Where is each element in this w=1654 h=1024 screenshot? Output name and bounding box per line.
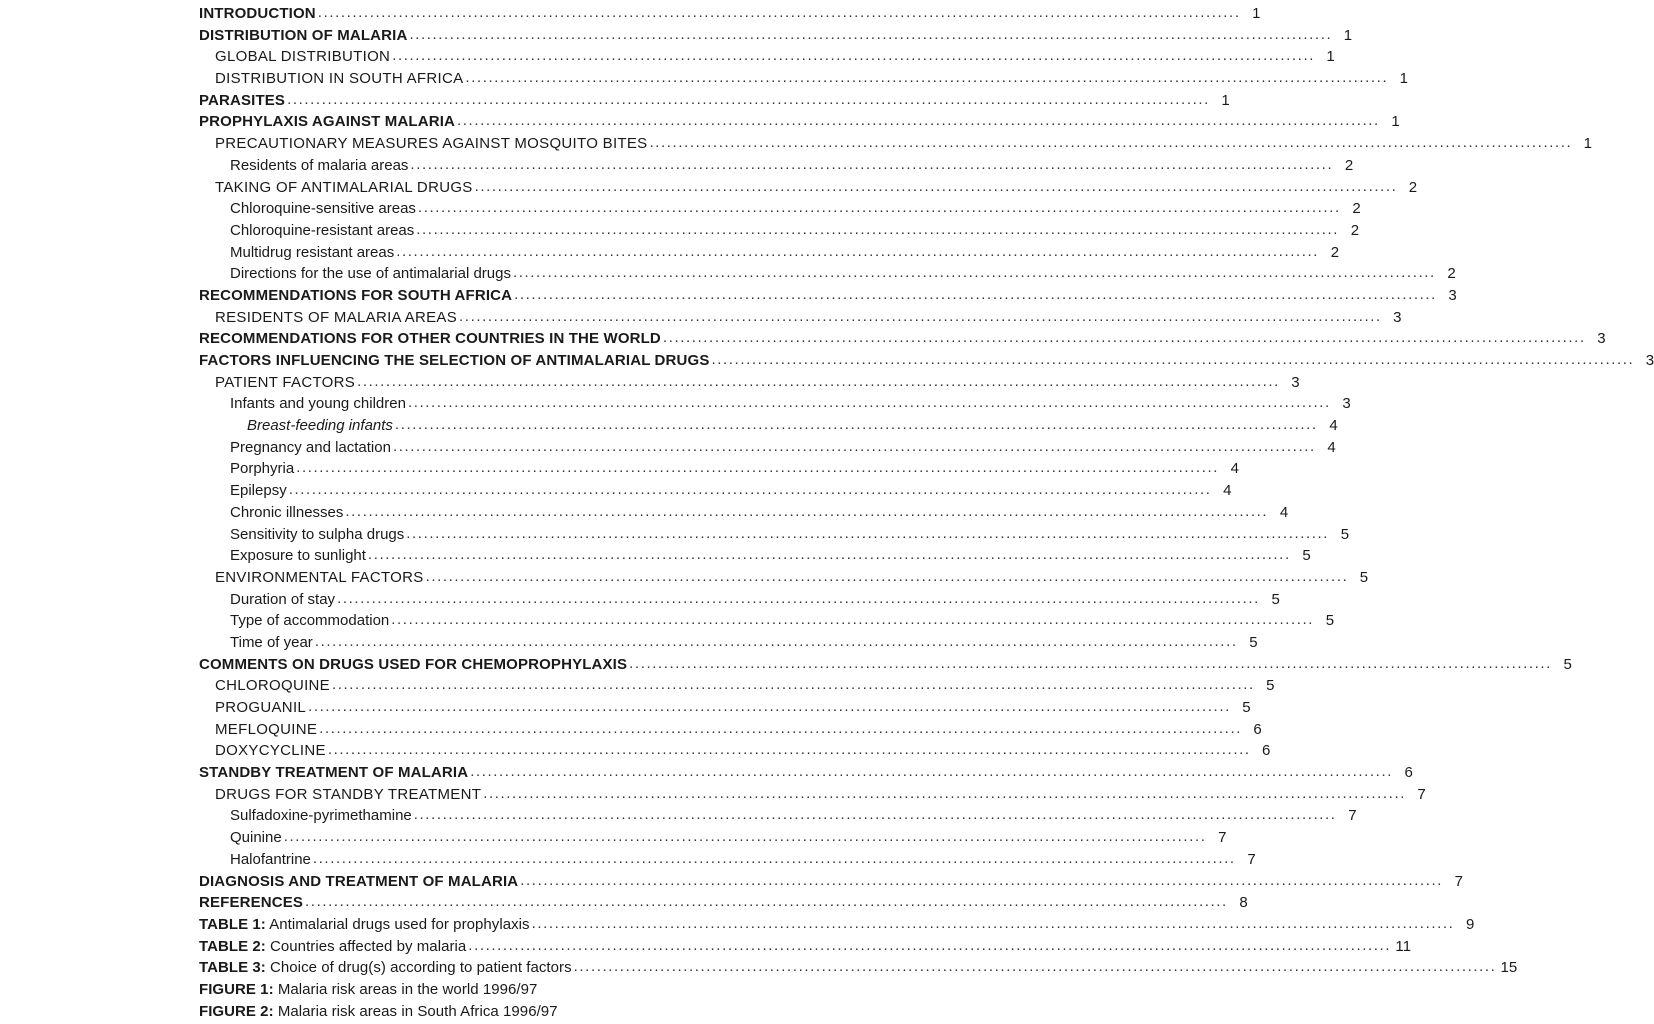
toc-page-number: 2	[1350, 221, 1360, 239]
toc-entry	[199, 719, 1262, 741]
dot-leader: ................................................................................................................................................................	[394, 416, 1318, 434]
toc-entry-prefix: FIGURE 2:	[199, 1002, 274, 1020]
dot-leader: ................................................................................................................................................................	[317, 4, 1241, 21]
toc-entry	[199, 936, 1412, 958]
toc-page-number: 2	[1352, 200, 1361, 218]
toc-page-number: 1	[1252, 5, 1261, 22]
toc-entry	[199, 610, 1335, 632]
toc-entry-title: Chloroquine-resistant areas	[230, 221, 415, 239]
toc-entry	[199, 589, 1280, 611]
toc-page-number: 5	[1249, 633, 1258, 651]
toc-entry-title: Exposure to sunlight	[230, 547, 366, 565]
toc-entry	[199, 567, 1369, 589]
toc-entry	[199, 524, 1350, 546]
dot-leader: ................................................................................................................................................................	[357, 372, 1280, 390]
toc-entry-title: Residents of malaria areas	[230, 156, 409, 174]
dot-leader: ................................................................................................................................................................	[520, 871, 1444, 889]
toc-entry-title	[199, 979, 537, 1001]
toc-entry	[199, 545, 1311, 567]
dot-leader: ................................................................................................................................................................	[392, 437, 1316, 455]
toc-entry-text: Antimalarial drugs used for prophylaxis	[269, 915, 530, 933]
toc-entry-title: Pregnancy and lactation	[230, 438, 391, 456]
toc-entry-title: GLOBAL DISTRIBUTION	[215, 48, 391, 66]
toc-entry-title	[199, 957, 572, 979]
toc-entry	[199, 155, 1354, 177]
toc-entry	[199, 220, 1360, 242]
toc-entry-title: DOXYCYCLINE	[215, 742, 326, 760]
dot-leader: ................................................................................................................................................................	[413, 806, 1337, 824]
toc-entry-title: PROPHYLAXIS AGAINST MALARIA	[199, 113, 456, 131]
toc-entry-title: RECOMMENDATIONS FOR SOUTH AFRICA	[199, 286, 513, 304]
toc-entry	[199, 46, 1335, 68]
dot-leader: ................................................................................................................................................................	[573, 958, 1497, 976]
toc-page-number: 1	[1391, 113, 1400, 131]
toc-entry	[199, 133, 1593, 155]
toc-entry	[199, 350, 1654, 372]
toc-entry-title: Epilepsy	[230, 482, 287, 500]
dot-leader: ................................................................................................................................................................	[457, 112, 1380, 130]
dot-leader: ................................................................................................................................................................	[314, 632, 1238, 650]
toc-page-number: 4	[1230, 460, 1239, 478]
toc-entry-title: DISTRIBUTION IN SOUTH AFRICA	[215, 70, 464, 88]
toc-page-number: 3	[1342, 395, 1351, 413]
toc-page-number: 7	[1247, 850, 1256, 868]
toc-entry-title: Sensitivity to sulpha drugs	[230, 525, 405, 543]
toc-page-number: 11	[1395, 937, 1412, 955]
toc-entry-title: STANDBY TREATMENT OF MALARIA	[199, 764, 469, 782]
toc-page-number: 7	[1218, 829, 1227, 847]
toc-entry-title: ENVIRONMENTAL FACTORS	[215, 568, 424, 586]
toc-page-number: 2	[1344, 156, 1354, 174]
toc-entry	[199, 805, 1357, 827]
toc-page-number: 1	[1343, 26, 1353, 44]
toc-entry-title: REFERENCES	[199, 894, 304, 912]
toc-page-number: 4	[1223, 482, 1232, 500]
toc-entry-prefix: FIGURE 1:	[199, 980, 274, 998]
toc-entry	[199, 632, 1258, 654]
toc-page-number: 5	[1302, 547, 1311, 565]
toc-page-number: 6	[1404, 764, 1413, 782]
toc-entry	[199, 285, 1457, 307]
toc-entry-text: Malaria risk areas in South Africa 1996/97	[277, 1002, 558, 1020]
toc-entry	[199, 437, 1336, 459]
toc-entry-prefix: TABLE 2:	[199, 937, 266, 955]
toc-entry	[199, 415, 1338, 437]
dot-leader: ................................................................................................................................................................	[711, 351, 1635, 368]
toc-entry-text: Malaria risk areas in the world 1996/97	[277, 980, 538, 998]
toc-page-number: 5	[1325, 612, 1335, 630]
toc-page-number: 3	[1448, 286, 1457, 304]
dot-leader: ................................................................................................................................................................	[459, 307, 1382, 325]
toc-page-number: 1	[1221, 91, 1230, 109]
toc-page-number: 5	[1242, 699, 1251, 716]
toc-page-number: 1	[1326, 48, 1335, 66]
dot-leader: ................................................................................................................................................................	[392, 47, 1315, 65]
toc-entry	[199, 263, 1456, 285]
dot-leader: ................................................................................................................................................................	[417, 199, 1341, 217]
toc-entry	[199, 654, 1572, 676]
dot-leader: ................................................................................................................................................................	[287, 90, 1210, 108]
toc-page-number: 4	[1329, 417, 1338, 435]
toc-entry	[199, 458, 1239, 480]
toc-page-number: 7	[1417, 785, 1426, 803]
toc-entry	[199, 827, 1227, 849]
toc-entry-title: PARASITES	[199, 91, 286, 109]
toc-entry-title	[199, 914, 530, 936]
toc-entry	[199, 914, 1475, 936]
toc-entry-title: Multidrug resistant areas	[230, 243, 395, 261]
dot-leader: ................................................................................................................................................................	[531, 914, 1455, 932]
dot-leader: ................................................................................................................................................................	[396, 242, 1320, 260]
dot-leader: ................................................................................................................................................................	[305, 893, 1228, 911]
toc-entry-title: MEFLOQUINE	[215, 720, 318, 738]
toc-entry	[199, 198, 1361, 220]
dot-leader: ................................................................................................................................................................	[331, 676, 1255, 694]
dot-leader: ................................................................................................................................................................	[474, 177, 1398, 195]
dot-leader: ................................................................................................................................................................	[470, 763, 1393, 781]
dot-leader: ................................................................................................................................................................	[483, 784, 1406, 802]
dot-leader: ................................................................................................................................................................	[416, 220, 1340, 238]
toc-entry	[199, 111, 1400, 133]
toc-entry	[199, 979, 811, 1001]
toc-entry-title	[199, 936, 466, 958]
toc-entry	[199, 3, 1261, 25]
toc-entry	[199, 871, 1464, 893]
dot-leader: ................................................................................................................................................................	[288, 481, 1212, 499]
toc-entry-title: Chloroquine-sensitive areas	[230, 200, 416, 218]
toc-entry-title: COMMENTS ON DRUGS USED FOR CHEMOPROPHYLAXIS	[199, 655, 628, 673]
dot-leader: ................................................................................................................................................................	[410, 155, 1334, 173]
toc-entry-title: DIAGNOSIS AND TREATMENT OF MALARIA	[199, 872, 519, 890]
toc-entry-title: Chronic illnesses	[230, 503, 344, 521]
toc-page-number: 2	[1330, 243, 1340, 261]
toc-entry	[199, 1001, 811, 1023]
dot-leader: ................................................................................................................................................................	[327, 741, 1251, 759]
toc-entry	[199, 502, 1289, 524]
toc-entry-title: Breast-feeding infants	[247, 417, 393, 435]
toc-entry-title: CHLOROQUINE	[215, 677, 330, 695]
toc-entry	[199, 307, 1402, 329]
toc-entry-title: DISTRIBUTION OF MALARIA	[199, 26, 408, 44]
toc-page-number: 5	[1266, 677, 1275, 695]
toc-entry-title: FACTORS INFLUENCING THE SELECTION OF ANTIMALARIAL DRUGS	[199, 352, 710, 369]
toc-entry	[199, 393, 1351, 415]
dot-leader: ................................................................................................................................................................	[308, 698, 1231, 715]
dot-leader: ................................................................................................................................................................	[296, 459, 1219, 477]
toc-entry-title: Type of accommodation	[230, 612, 390, 630]
toc-entry-title: Halofantrine	[230, 850, 311, 868]
toc-entry	[199, 762, 1413, 784]
toc-entry-title: DRUGS FOR STANDBY TREATMENT	[215, 785, 482, 803]
toc-entry	[199, 242, 1340, 264]
toc-page-number: 7	[1454, 872, 1464, 890]
toc-entry-prefix: TABLE 1:	[199, 915, 266, 933]
toc-entry-title: RESIDENTS OF MALARIA AREAS	[215, 308, 458, 326]
toc-entry-title: Infants and young children	[230, 395, 406, 413]
toc-entry-title: PRECAUTIONARY MEASURES AGAINST MOSQUITO BITES	[215, 135, 648, 153]
toc-entry	[199, 957, 1518, 979]
toc-entry-title: PATIENT FACTORS	[215, 373, 356, 391]
table-of-contents	[199, 3, 1654, 1022]
dot-leader: ................................................................................................................................................................	[337, 589, 1260, 607]
toc-page-number: 7	[1348, 807, 1357, 825]
dot-leader: ................................................................................................................................................................	[283, 828, 1207, 846]
toc-entry-title: RECOMMENDATIONS FOR OTHER COUNTRIES IN THE WORLD	[199, 330, 661, 348]
toc-entry	[199, 697, 1251, 719]
toc-entry	[199, 177, 1418, 199]
toc-page-number: 5	[1359, 568, 1369, 586]
toc-page-number: 15	[1500, 959, 1518, 977]
toc-entry-title: INTRODUCTION	[199, 5, 316, 22]
toc-entry-title: Quinine	[230, 829, 282, 847]
toc-entry-text: Countries affected by malaria	[270, 937, 467, 955]
toc-page-number: 6	[1261, 742, 1271, 760]
toc-page-number: 5	[1563, 655, 1572, 673]
toc-page-number: 4	[1327, 438, 1336, 456]
toc-entry	[199, 740, 1271, 762]
toc-entry	[199, 90, 1230, 112]
toc-page-number: 3	[1393, 308, 1402, 326]
toc-entry	[199, 892, 1248, 914]
toc-page-number: 3	[1597, 330, 1606, 348]
toc-page-number: 1	[1583, 135, 1593, 153]
toc-entry	[199, 675, 1275, 697]
dot-leader: ................................................................................................................................................................	[465, 69, 1389, 87]
dot-leader: ................................................................................................................................................................	[319, 719, 1242, 737]
toc-page-number: 9	[1466, 915, 1475, 933]
toc-entry-title: Duration of stay	[230, 590, 336, 608]
toc-entry-title: Time of year	[230, 633, 313, 651]
toc-page-number: 4	[1279, 503, 1289, 521]
dot-leader: ................................................................................................................................................................	[409, 25, 1333, 43]
toc-page-number: 1	[1399, 70, 1409, 88]
toc-entry-title: Sulfadoxine-pyrimethamine	[230, 807, 412, 825]
toc-entry	[199, 328, 1606, 350]
dot-leader: ................................................................................................................................................................	[367, 546, 1291, 564]
toc-entry-title: Directions for the use of antimalarial drugs	[230, 265, 511, 283]
toc-entry-title: Porphyria	[230, 460, 295, 478]
dot-leader: ................................................................................................................................................................	[512, 264, 1436, 282]
toc-entry	[199, 25, 1353, 47]
toc-entry-title: TAKING OF ANTIMALARIAL DRUGS	[215, 178, 473, 196]
toc-entry	[199, 480, 1232, 502]
dot-leader: ................................................................................................................................................................	[649, 134, 1573, 152]
dot-leader: ................................................................................................................................................................	[406, 524, 1330, 542]
toc-entry	[199, 372, 1300, 394]
dot-leader: ................................................................................................................................................................	[514, 285, 1437, 303]
dot-leader: ................................................................................................................................................................	[425, 567, 1349, 585]
dot-leader: ................................................................................................................................................................	[629, 654, 1552, 672]
toc-page-number: 5	[1271, 590, 1280, 608]
toc-page-number: 3	[1291, 373, 1300, 391]
dot-leader: ................................................................................................................................................................	[345, 502, 1269, 520]
toc-entry	[199, 68, 1409, 90]
dot-leader: ................................................................................................................................................................	[391, 611, 1315, 629]
toc-page-number: 3	[1645, 352, 1654, 369]
dot-leader: ................................................................................................................................................................	[312, 849, 1236, 867]
toc-entry	[199, 784, 1426, 806]
dot-leader: ................................................................................................................................................................	[662, 329, 1586, 347]
toc-page-number: 6	[1253, 720, 1262, 738]
toc-page-number: 5	[1340, 525, 1350, 543]
dot-leader: ................................................................................................................................................................	[468, 936, 1392, 954]
toc-entry-prefix: TABLE 3:	[199, 959, 266, 977]
toc-entry-title: PROGUANIL	[215, 699, 307, 716]
toc-entry-title	[199, 1001, 558, 1023]
toc-page-number: 2	[1408, 178, 1418, 196]
toc-page-number: 8	[1239, 894, 1248, 912]
toc-entry-text: Choice of drug(s) according to patient factors	[270, 959, 572, 977]
toc-page-number: 2	[1447, 265, 1456, 283]
dot-leader: ................................................................................................................................................................	[407, 394, 1331, 412]
toc-entry	[199, 849, 1256, 871]
